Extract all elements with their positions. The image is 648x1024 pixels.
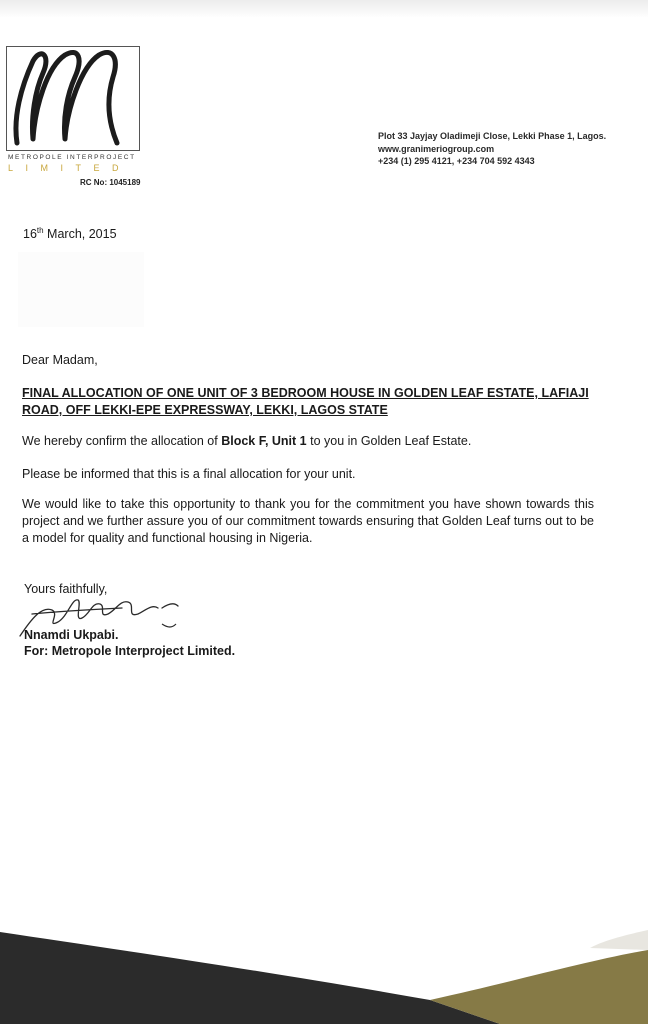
- paragraph-final-notice: Please be informed that this is a final allocation for your unit.: [22, 467, 356, 481]
- m-monogram-logo-icon: [7, 47, 141, 152]
- paragraph-allocation: [22, 433, 594, 450]
- closing: Yours faithfully,: [24, 582, 108, 596]
- paragraph-thanks: We would like to take this opportunity to thank you for the commitment you have shown towards this project and we further assure you of our commitment towards ensuring that Golden Leaf turns out to be a model for quality and functional housing in Nigeria.: [22, 497, 594, 545]
- website-link[interactable]: www.granimeriogroup.com: [378, 143, 495, 154]
- date-day: 16: [23, 227, 37, 242]
- signer-name: Nnamdi Ukpabi.: [24, 628, 119, 642]
- contact-block: [378, 130, 606, 168]
- phone-numbers: +234 (1) 295 4121, +234 704 592 4343: [378, 156, 535, 166]
- signer-company: For: Metropole Interproject Limited.: [24, 644, 236, 658]
- company-logo: [6, 46, 140, 151]
- scan-top-shadow: [0, 0, 648, 18]
- date-month-year: March, 2015: [43, 227, 117, 242]
- p1-text-end: to you in Golden Leaf Estate.: [306, 434, 472, 448]
- address-line: Plot 33 Jayjay Oladimeji Close, Lekki Phase 1, Lagos.: [378, 131, 607, 141]
- letter-date: [23, 226, 117, 241]
- salutation: Dear Madam,: [22, 353, 98, 367]
- redacted-recipient-address: [18, 252, 144, 327]
- company-suffix: LIMITED: [8, 163, 132, 173]
- p1-text-start: We hereby confirm the allocation of: [22, 434, 222, 448]
- company-name: METROPOLE INTERPROJECT: [8, 154, 136, 161]
- footer-swoosh-decoration: [0, 900, 648, 1024]
- letter-subject: FINAL ALLOCATION OF ONE UNIT OF 3 BEDROOM HOUSE IN GOLDEN LEAF ESTATE, LAFIAJI ROAD, OFF LEKKI-EPE EXPRESSWAY, LEKKI, LAGOS STATE: [22, 386, 589, 417]
- rc-number: RC No: 1045189: [80, 178, 141, 187]
- date-suffix: th: [36, 226, 44, 235]
- unit-designation: Block F, Unit 1: [221, 434, 307, 448]
